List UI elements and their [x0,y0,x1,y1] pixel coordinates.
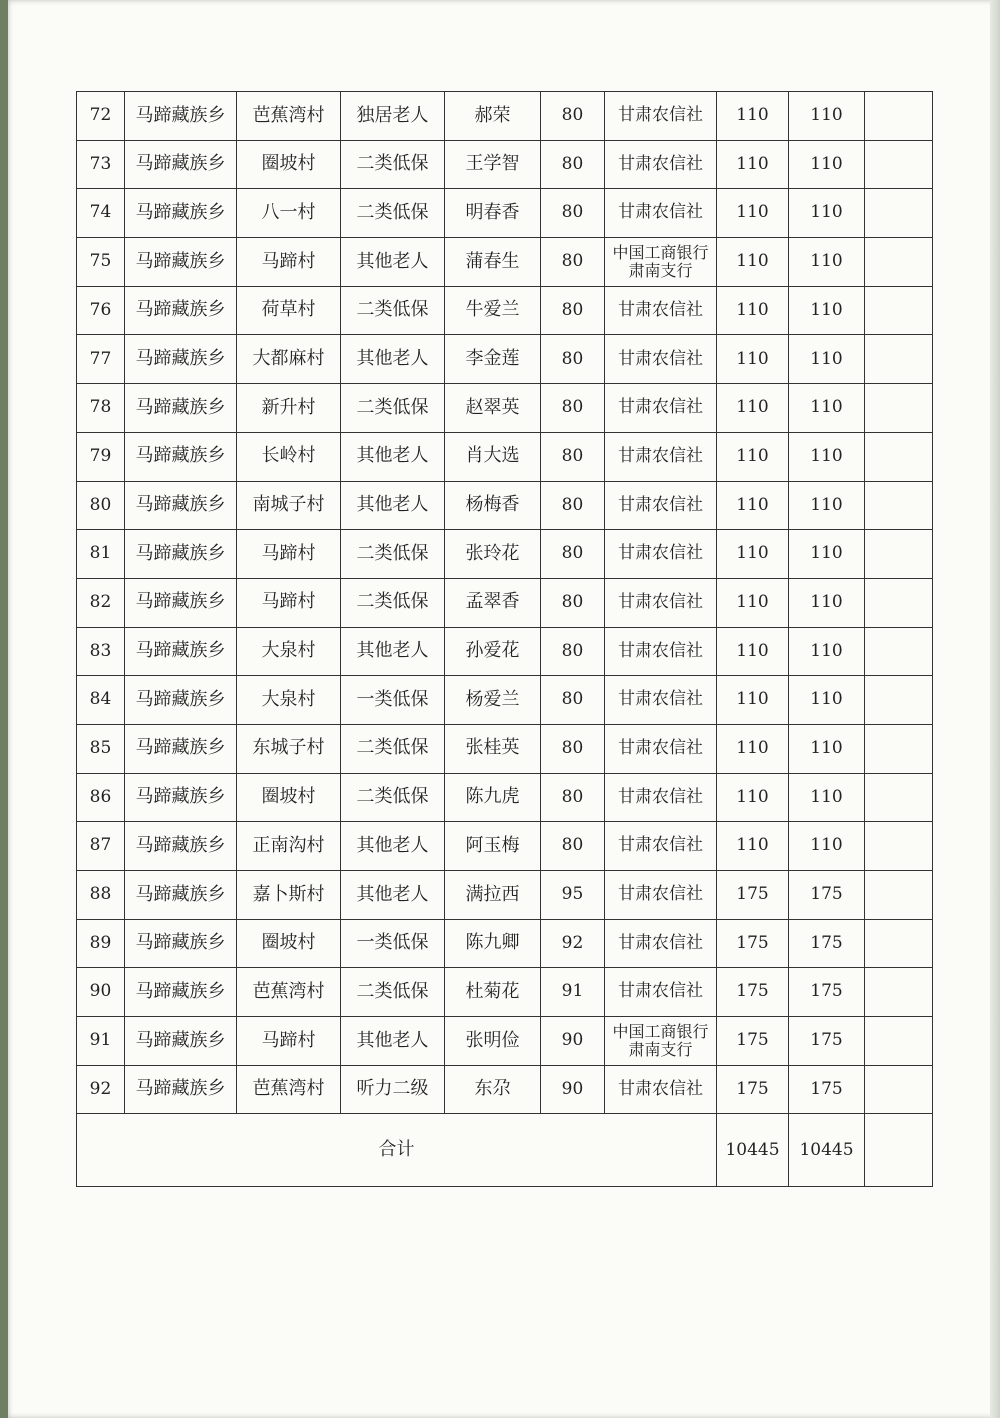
cell-age: 80 [541,384,605,433]
cell-amount-2: 110 [789,676,865,725]
cell-remark [865,822,933,871]
cell-amount-2: 110 [789,286,865,335]
cell-age: 90 [541,1065,605,1114]
cell-category: 二类低保 [341,530,445,579]
cell-bank: 甘肃农信社 [605,92,717,141]
cell-bank: 甘肃农信社 [605,773,717,822]
cell-village: 芭蕉湾村 [237,92,341,141]
table-row [77,1017,933,1066]
total-amount-2: 10445 [789,1114,865,1187]
cell-age: 80 [541,822,605,871]
cell-township: 马蹄藏族乡 [125,627,237,676]
cell-village: 长岭村 [237,432,341,481]
table-row [77,724,933,773]
cell-village: 新升村 [237,384,341,433]
cell-name: 李金莲 [445,335,541,384]
table-row [77,578,933,627]
cell-no: 81 [77,530,125,579]
cell-no: 75 [77,238,125,287]
cell-remark [865,92,933,141]
cell-amount-2: 110 [789,724,865,773]
cell-remark [865,919,933,968]
cell-amount-2: 175 [789,919,865,968]
cell-name: 杨爱兰 [445,676,541,725]
cell-no: 87 [77,822,125,871]
cell-category: 二类低保 [341,968,445,1017]
cell-remark [865,286,933,335]
cell-no: 85 [77,724,125,773]
cell-township: 马蹄藏族乡 [125,919,237,968]
cell-no: 88 [77,871,125,920]
cell-category: 其他老人 [341,627,445,676]
cell-remark [865,140,933,189]
cell-bank: 甘肃农信社 [605,676,717,725]
cell-township: 马蹄藏族乡 [125,1065,237,1114]
sheet-edge [990,0,1000,1418]
cell-age: 80 [541,530,605,579]
cell-amount-1: 175 [717,871,789,920]
cell-no: 82 [77,578,125,627]
cell-category: 二类低保 [341,286,445,335]
cell-remark [865,530,933,579]
cell-amount-2: 175 [789,1065,865,1114]
cell-amount-1: 110 [717,140,789,189]
cell-name: 满拉西 [445,871,541,920]
cell-category: 其他老人 [341,1017,445,1066]
cell-bank: 甘肃农信社 [605,189,717,238]
cell-village: 圈坡村 [237,140,341,189]
cell-amount-1: 110 [717,530,789,579]
cell-remark [865,627,933,676]
table-row [77,676,933,725]
table-row [77,968,933,1017]
cell-amount-1: 110 [717,481,789,530]
cell-category: 二类低保 [341,140,445,189]
cell-amount-1: 110 [717,286,789,335]
cell-no: 77 [77,335,125,384]
cell-age: 80 [541,92,605,141]
cell-amount-2: 175 [789,871,865,920]
table-row [77,1065,933,1114]
cell-township: 马蹄藏族乡 [125,384,237,433]
cell-village: 芭蕉湾村 [237,968,341,1017]
cell-no: 86 [77,773,125,822]
cell-township: 马蹄藏族乡 [125,871,237,920]
cell-bank: 甘肃农信社 [605,530,717,579]
cell-name: 陈九虎 [445,773,541,822]
table-row [77,238,933,287]
cell-name: 杜菊花 [445,968,541,1017]
cell-no: 91 [77,1017,125,1066]
cell-amount-2: 110 [789,481,865,530]
cell-category: 二类低保 [341,724,445,773]
cell-category: 其他老人 [341,871,445,920]
cell-category: 二类低保 [341,773,445,822]
cell-amount-1: 110 [717,384,789,433]
cell-amount-1: 110 [717,335,789,384]
cell-amount-2: 110 [789,335,865,384]
total-label: 合计 [77,1114,717,1187]
cell-name: 蒲春生 [445,238,541,287]
table-row [77,384,933,433]
cell-category: 其他老人 [341,432,445,481]
cell-village: 南城子村 [237,481,341,530]
cell-category: 二类低保 [341,189,445,238]
cell-age: 91 [541,968,605,1017]
cell-remark [865,676,933,725]
cell-village: 荷草村 [237,286,341,335]
cell-remark [865,432,933,481]
cell-category: 二类低保 [341,384,445,433]
cell-bank: 甘肃农信社 [605,822,717,871]
cell-bank: 甘肃农信社 [605,724,717,773]
cell-name: 张玲花 [445,530,541,579]
cell-amount-1: 175 [717,968,789,1017]
cell-name: 郝荣 [445,92,541,141]
cell-remark [865,1017,933,1066]
cell-bank: 甘肃农信社 [605,432,717,481]
cell-village: 八一村 [237,189,341,238]
cell-village: 东城子村 [237,724,341,773]
cell-name: 张明俭 [445,1017,541,1066]
cell-remark [865,968,933,1017]
cell-bank: 甘肃农信社 [605,968,717,1017]
cell-name: 张桂英 [445,724,541,773]
cell-amount-1: 175 [717,1017,789,1066]
cell-bank: 甘肃农信社 [605,627,717,676]
subsidy-table [76,91,933,1187]
cell-remark [865,481,933,530]
cell-name: 肖大选 [445,432,541,481]
cell-amount-2: 110 [789,773,865,822]
table-row [77,530,933,579]
cell-age: 80 [541,286,605,335]
cell-name: 陈九卿 [445,919,541,968]
cell-township: 马蹄藏族乡 [125,92,237,141]
cell-name: 孟翠香 [445,578,541,627]
cell-category: 其他老人 [341,481,445,530]
cell-category: 一类低保 [341,919,445,968]
cell-remark [865,871,933,920]
cell-village: 马蹄村 [237,530,341,579]
cell-township: 马蹄藏族乡 [125,724,237,773]
cell-township: 马蹄藏族乡 [125,140,237,189]
cell-remark [865,724,933,773]
cell-category: 独居老人 [341,92,445,141]
cell-bank: 甘肃农信社 [605,481,717,530]
cell-no: 76 [77,286,125,335]
cell-village: 大泉村 [237,676,341,725]
table-row [77,286,933,335]
cell-name: 孙爱花 [445,627,541,676]
cell-category: 其他老人 [341,822,445,871]
cell-category: 听力二级 [341,1065,445,1114]
cell-bank: 甘肃农信社 [605,871,717,920]
cell-township: 马蹄藏族乡 [125,1017,237,1066]
cell-township: 马蹄藏族乡 [125,189,237,238]
cell-no: 84 [77,676,125,725]
table-row [77,481,933,530]
cell-amount-1: 175 [717,919,789,968]
cell-township: 马蹄藏族乡 [125,335,237,384]
table-row [77,92,933,141]
cell-township: 马蹄藏族乡 [125,238,237,287]
cell-remark [865,384,933,433]
cell-name: 牛爱兰 [445,286,541,335]
cell-age: 80 [541,481,605,530]
cell-village: 嘉卜斯村 [237,871,341,920]
cell-category: 其他老人 [341,238,445,287]
cell-amount-2: 110 [789,627,865,676]
cell-township: 马蹄藏族乡 [125,432,237,481]
cell-township: 马蹄藏族乡 [125,481,237,530]
cell-name: 明春香 [445,189,541,238]
cell-name: 王学智 [445,140,541,189]
cell-village: 马蹄村 [237,238,341,287]
cell-name: 赵翠英 [445,384,541,433]
table-row [77,871,933,920]
table-row [77,335,933,384]
cell-remark [865,578,933,627]
cell-township: 马蹄藏族乡 [125,968,237,1017]
cell-amount-1: 110 [717,92,789,141]
cell-township: 马蹄藏族乡 [125,530,237,579]
cell-bank: 甘肃农信社 [605,286,717,335]
cell-age: 80 [541,773,605,822]
table-row [77,919,933,968]
cell-no: 92 [77,1065,125,1114]
total-amount-1: 10445 [717,1114,789,1187]
cell-amount-2: 110 [789,530,865,579]
table-container [76,91,932,1187]
cell-no: 78 [77,384,125,433]
cell-bank: 甘肃农信社 [605,335,717,384]
cell-age: 80 [541,676,605,725]
cell-amount-2: 110 [789,140,865,189]
cell-amount-1: 110 [717,578,789,627]
cell-no: 89 [77,919,125,968]
cell-amount-1: 110 [717,189,789,238]
cell-amount-2: 175 [789,968,865,1017]
cell-age: 80 [541,140,605,189]
cell-village: 圈坡村 [237,919,341,968]
cell-bank: 甘肃农信社 [605,384,717,433]
cell-amount-2: 175 [789,1017,865,1066]
table-row [77,822,933,871]
cell-amount-1: 110 [717,432,789,481]
cell-village: 正南沟村 [237,822,341,871]
cell-age: 90 [541,1017,605,1066]
cell-amount-2: 110 [789,189,865,238]
cell-amount-2: 110 [789,384,865,433]
cell-amount-1: 110 [717,724,789,773]
cell-no: 79 [77,432,125,481]
cell-no: 74 [77,189,125,238]
cell-village: 马蹄村 [237,578,341,627]
document-page [8,0,1000,1418]
cell-village: 大都麻村 [237,335,341,384]
cell-township: 马蹄藏族乡 [125,676,237,725]
cell-amount-2: 110 [789,238,865,287]
cell-no: 73 [77,140,125,189]
table-row [77,432,933,481]
cell-township: 马蹄藏族乡 [125,822,237,871]
cell-bank: 甘肃农信社 [605,578,717,627]
cell-age: 80 [541,578,605,627]
cell-age: 80 [541,189,605,238]
cell-remark [865,773,933,822]
table-body [77,92,933,1187]
cell-bank: 甘肃农信社 [605,919,717,968]
cell-age: 95 [541,871,605,920]
cell-remark [865,335,933,384]
table-row [77,140,933,189]
cell-amount-1: 110 [717,627,789,676]
cell-no: 83 [77,627,125,676]
table-row [77,189,933,238]
cell-amount-1: 110 [717,773,789,822]
total-remark [865,1114,933,1187]
cell-name: 杨梅香 [445,481,541,530]
cell-age: 80 [541,335,605,384]
cell-amount-2: 110 [789,432,865,481]
cell-category: 一类低保 [341,676,445,725]
cell-remark [865,1065,933,1114]
cell-name: 阿玉梅 [445,822,541,871]
cell-bank: 甘肃农信社 [605,1065,717,1114]
cell-amount-1: 110 [717,238,789,287]
cell-amount-1: 175 [717,1065,789,1114]
cell-bank: 甘肃农信社 [605,140,717,189]
cell-age: 80 [541,432,605,481]
table-row [77,773,933,822]
cell-village: 圈坡村 [237,773,341,822]
cell-amount-2: 110 [789,578,865,627]
cell-age: 80 [541,724,605,773]
cell-village: 大泉村 [237,627,341,676]
cell-category: 其他老人 [341,335,445,384]
cell-township: 马蹄藏族乡 [125,773,237,822]
cell-name: 东尕 [445,1065,541,1114]
cell-no: 80 [77,481,125,530]
table-row [77,627,933,676]
cell-age: 80 [541,627,605,676]
cell-township: 马蹄藏族乡 [125,286,237,335]
cell-bank: 中国工商银行肃南支行 [605,1017,717,1066]
cell-amount-2: 110 [789,92,865,141]
cell-amount-1: 110 [717,822,789,871]
total-row [77,1114,933,1187]
cell-age: 80 [541,238,605,287]
cell-amount-2: 110 [789,822,865,871]
cell-village: 芭蕉湾村 [237,1065,341,1114]
cell-remark [865,238,933,287]
cell-amount-1: 110 [717,676,789,725]
cell-age: 92 [541,919,605,968]
cell-village: 马蹄村 [237,1017,341,1066]
cell-remark [865,189,933,238]
cell-township: 马蹄藏族乡 [125,578,237,627]
cell-bank: 中国工商银行肃南支行 [605,238,717,287]
cell-no: 90 [77,968,125,1017]
cell-no: 72 [77,92,125,141]
cell-category: 二类低保 [341,578,445,627]
